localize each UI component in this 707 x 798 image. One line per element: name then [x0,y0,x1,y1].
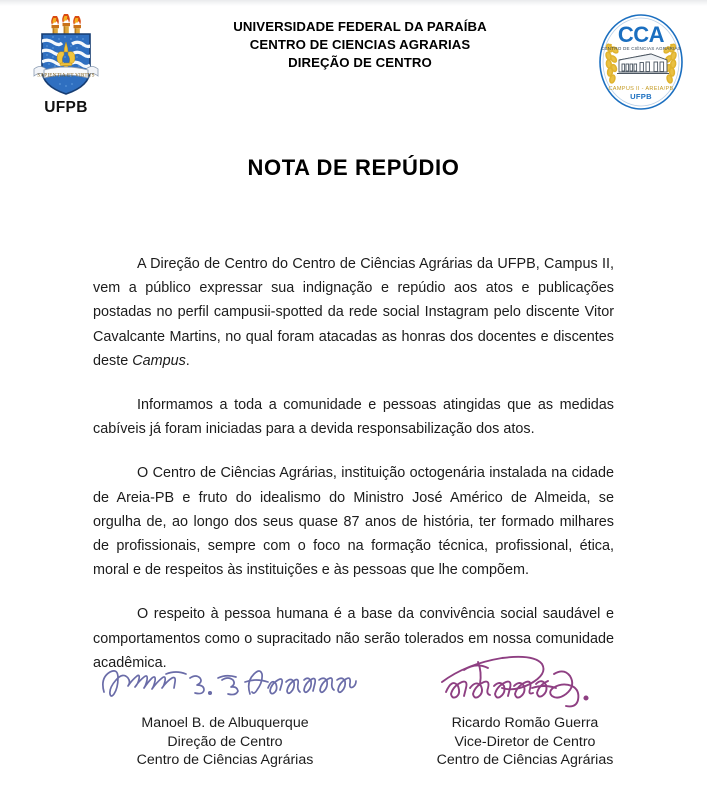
signature-row [0,648,707,798]
header-institution-lines [140,18,580,71]
cca-seal-icon [589,10,693,114]
paragraph-1-text: A Direção de Centro do Centro de Ciências Agrárias da UFPB, Campus II, vem a público expressar sua indignação e repúdio aos atos e publicações postadas no perfil campusii-spotted da rede social Instagram pelo discente Vitor Cavalcante Martins, no qual foram atacadas as honras dos docentes e discentes deste [93,256,614,369]
signature-names-right [375,714,675,770]
signatory-role-right: Vice-Diretor de Centro [454,733,596,750]
viewer-top-edge [0,0,707,6]
ufpb-shield-icon [20,12,112,98]
signature-block-right [375,648,675,770]
document-title: NOTA DE REPÚDIO [247,155,460,180]
paragraph-3: O Centro de Ciências Agrárias, instituição octogenária instalada na cidade de Areia-PB e fruto do idealismo do Ministro José Américo de Almeida, se orgulha de, ao longo dos seus quase 87 anos de história, ter formado milhares de profissionais, sempre com o foco na formação técnica, profissional, ética, moral e de respeitos às instituições e às pessoas que lhe compõem. [93,465,614,579]
signatory-role-left: Direção de Centro [167,733,283,750]
signatory-unit-left: Centro de Ciências Agrárias [136,752,314,769]
paragraph-1-italic: Campus [132,352,186,369]
signatory-name-right: Ricardo Romão Guerra [451,715,599,731]
signatory-unit-right: Centro de Ciências Agrárias [436,752,614,769]
cca-acronym: CCA [617,22,665,47]
ufpb-logo [20,12,112,124]
cca-university-line: UFPB [630,92,652,101]
signatory-name-left: Manoel B. de Albuquerque [141,715,309,731]
cca-campus-line: CAMPUS II - AREIA/PB [608,86,674,92]
paragraph-2: Informamos a toda a comunidade e pessoas atingidas que as medidas cabíveis já foram iniciadas para a devida responsabilização dos atos. [93,397,614,438]
ufpb-logo-caption: UFPB [44,99,88,116]
header-line-2: CENTRO DE CIENCIAS AGRARIAS [249,36,471,52]
document-body [93,252,614,675]
signature-mark-manoel [75,648,375,714]
header-line-1: UNIVERSIDADE FEDERAL DA PARAÍBA [233,19,487,34]
signature-names-left [75,714,375,770]
cca-logo [589,10,693,114]
cca-subtitle: CENTRO DE CIÊNCIAS AGRÁRIAS [600,46,682,51]
document-header [0,8,707,126]
signature-block-left [75,648,375,770]
header-line-3: DIREÇÃO DE CENTRO [288,54,432,70]
svg-text:SAPIENTIA ET VIRTUS: SAPIENTIA ET VIRTUS [37,72,95,79]
paragraph-1-tail: . [185,352,190,369]
paragraph-1 [93,252,614,373]
signature-mark-ricardo [375,648,675,714]
paragraph-4: O respeito à pessoa humana é a base da convivência social saudável e comportamentos como o supracitado não serão tolerados em nossa comunidade acadêmica. [93,606,614,671]
